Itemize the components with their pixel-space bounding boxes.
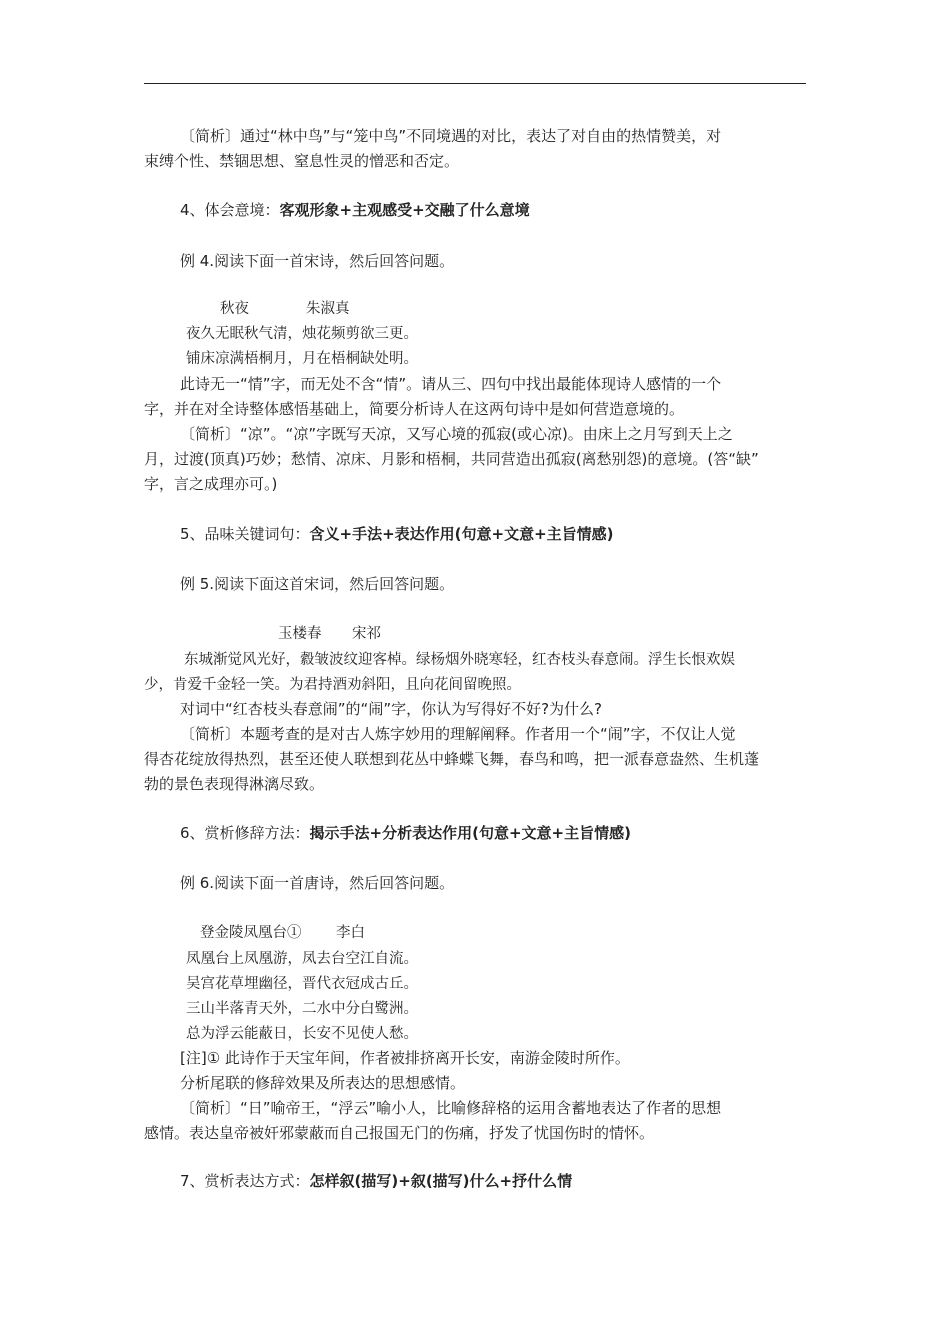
intro-analysis-line1: 〔简析〕通过“林中鸟”与“笼中鸟”不同境遇的对比，表达了对自由的热情赞美，对 — [180, 127, 722, 145]
section7-heading-label: 7、赏析表达方式： — [180, 1172, 310, 1190]
section6-note: [注]① 此诗作于天宝年间，作者被排挤离开长安，南游金陵时所作。 — [180, 1049, 630, 1067]
section5-analysis-line3: 勃的景色表现得淋漓尽致。 — [144, 775, 325, 793]
section5-analysis-line1: 〔简析〕本题考查的是对古人炼字妙用的理解阐释。作者用一个“闹”字，不仅让人觉 — [180, 725, 736, 743]
section6-poem-author: 李白 — [336, 925, 365, 941]
section5-example-intro: 例 5.阅读下面这首宋词，然后回答问题。 — [180, 575, 455, 593]
section5-heading-label: 5、品味关键词句： — [180, 525, 310, 543]
section6-example-intro: 例 6.阅读下面一首唐诗，然后回答问题。 — [180, 874, 455, 892]
section4-analysis-line1: 〔简析〕“凉”。“凉”字既写天凉，又写心境的孤寂(或心凉)。由床上之月写到天上之 — [180, 425, 733, 443]
section6-poem-line: 总为浮云能蔽日，长安不见使人愁。 — [186, 1026, 418, 1042]
section6-poem-title: 登金陵凤凰台① — [200, 925, 302, 941]
section4-heading-label: 4、体会意境： — [180, 201, 280, 219]
section5-poem-author: 宋祁 — [352, 626, 381, 642]
section4-heading — [144, 198, 844, 223]
section6-poem-line: 三山半落青天外，二水中分白鹭洲。 — [186, 1001, 418, 1017]
section6-heading-bold: 揭示手法+分析表达作用(句意+文意+主旨情感) — [309, 824, 631, 842]
section6-heading — [144, 821, 844, 846]
section4-poem-line: 铺床凉满梧桐月，月在梧桐缺处明。 — [186, 351, 418, 367]
section4-question-line1: 此诗无一“情”字，而无处不含“情”。请从三、四句中找出最能体现诗人感情的一个 — [180, 375, 722, 393]
section4-poem-author: 朱淑真 — [306, 301, 350, 317]
section6-analysis-line2: 感情。表达皇帝被奸邪蒙蔽而自己报国无门的伤痛，抒发了忧国伤时的情怀。 — [144, 1124, 655, 1142]
header-rule — [144, 83, 806, 84]
section5-poem-line2: 少，肯爱千金轻一笑。为君持酒劝斜阳，且向花间留晚照。 — [144, 677, 521, 693]
section5-poem-line1: 东城渐觉风光好，縠皱波纹迎客棹。绿杨烟外晓寒轻，红杏枝头春意闹。浮生长恨欢娱 — [184, 652, 735, 668]
section4-poem-line: 夜久无眠秋气清，烛花频剪欲三更。 — [186, 326, 418, 342]
section6-poem-line: 吴宫花草埋幽径，晋代衣冠成古丘。 — [186, 976, 418, 992]
section7-heading-bold: 怎样叙(描写)+叙(描写)什么+抒什么情 — [309, 1172, 573, 1190]
intro-analysis-line2: 束缚个性、禁锢思想、窒息性灵的憎恶和否定。 — [144, 152, 460, 170]
section5-question: 对词中“红杏枝头春意闹”的“闹”字，你认为写得好不好?为什么? — [180, 700, 603, 718]
section5-analysis-line2: 得杏花绽放得热烈，甚至还使人联想到花丛中蜂蝶飞舞，春鸟和鸣，把一派春意盎然、生机蓬 — [144, 750, 760, 768]
section6-heading-label: 6、赏析修辞方法： — [180, 824, 310, 842]
section4-example-intro: 例 4.阅读下面一首宋诗，然后回答问题。 — [180, 252, 455, 270]
section5-heading — [144, 522, 844, 547]
section6-question: 分析尾联的修辞效果及所表达的思想感情。 — [180, 1074, 466, 1092]
section5-heading-bold: 含义+手法+表达作用(句意+文意+主旨情感) — [309, 525, 614, 543]
section6-analysis-line1: 〔简析〕“日”喻帝王，“浮云”喻小人，比喻修辞格的运用含蓄地表达了作者的思想 — [180, 1099, 722, 1117]
section5-poem-title: 玉楼春 — [278, 626, 322, 642]
section4-analysis-line2: 月，过渡(顶真)巧妙；愁情、凉床、月影和梧桐，共同营造出孤寂(离愁别怨)的意境。(答“缺” — [144, 450, 759, 468]
section4-analysis-line3: 字，言之成理亦可。) — [144, 475, 278, 493]
section4-poem-title: 秋夜 — [220, 301, 249, 317]
section4-heading-bold: 客观形象+主观感受+交融了什么意境 — [279, 201, 530, 219]
section6-poem-line: 凤凰台上凤凰游，凤去台空江自流。 — [186, 951, 418, 967]
section7-heading — [144, 1169, 844, 1194]
section4-question-line2: 字，并在对全诗整体感悟基础上，简要分析诗人在这两句诗中是如何营造意境的。 — [144, 400, 685, 418]
